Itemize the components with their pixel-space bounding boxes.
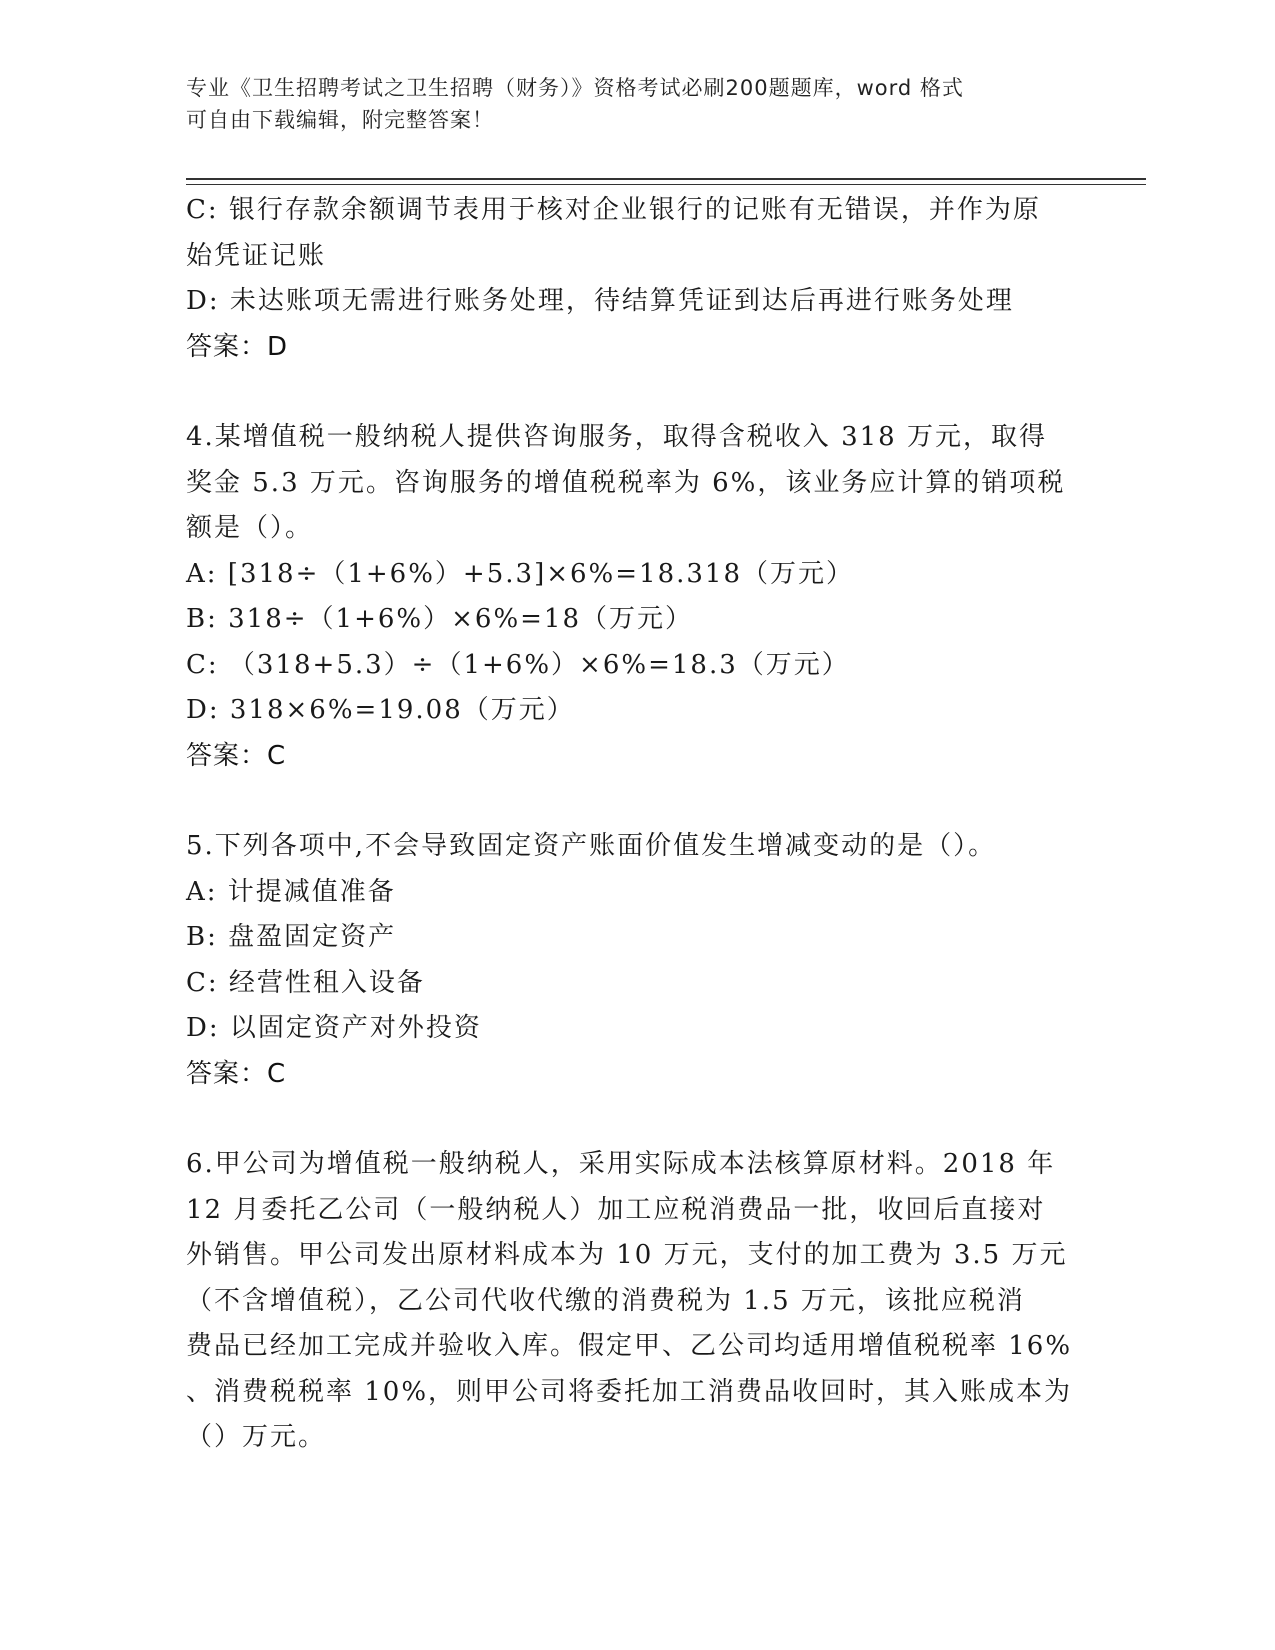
question-4 [186, 415, 1086, 779]
question-stem-line: 费品已经加工完成并验收入库。假定甲、乙公司均适用增值税税率 16% [186, 1331, 1073, 1361]
option-a: A: [318÷（1+6%）+5.3]×6%=18.318（万元） [186, 558, 854, 589]
question-stem-line: （不含增值税），乙公司代收代缴的消费税为 1.5 万元，该批应税消 [186, 1285, 1025, 1316]
option-d: D: 以固定资产对外投资 [186, 1013, 482, 1043]
prev-question-options [186, 188, 1086, 325]
question-stem-line: 4.某增值税一般纳税人提供咨询服务，取得含税收入 318 万元，取得 [186, 422, 1047, 452]
header-line-2: 可自由下载编辑，附完整答案！ [186, 108, 494, 132]
option-b: B: 318÷（1+6%）×6%=18（万元） [186, 604, 694, 634]
question-5 [186, 824, 1086, 1097]
option-b: B: 盘盈固定资产 [186, 922, 397, 952]
question-stem-line: 、消费税税率 10%，则甲公司将委托加工消费品收回时，其入账成本为 [186, 1376, 1073, 1407]
question-stem-line: 12 月委托乙公司（一般纳税人）加工应税消费品一批，收回后直接对 [186, 1194, 1046, 1225]
question-stem-line: 奖金 5.3 万元。咨询服务的增值税税率为 6%，该业务应计算的销项税 [186, 467, 1066, 498]
option-line: D: 未达账项无需进行账务处理，待结算凭证到达后再进行账务处理 [186, 286, 1014, 316]
header-rule-thick [186, 178, 1146, 180]
spacer [186, 779, 1086, 824]
option-d: D: 318×6%=19.08（万元） [186, 695, 575, 725]
header-line-1: 专业《卫生招聘考试之卫生招聘（财务）》资格考试必刷200题题库，word 格式 [186, 76, 964, 100]
question-stem-line: 6.甲公司为增值税一般纳税人，采用实际成本法核算原材料。2018 年 [186, 1149, 1056, 1179]
option-line: 始凭证记账 [186, 240, 327, 271]
answer-line: 答案：C [186, 740, 287, 771]
option-c: C: 经营性租入设备 [186, 967, 425, 998]
spacer [186, 370, 1086, 415]
question-content [186, 188, 1086, 1461]
question-6 [186, 1142, 1086, 1461]
answer-line: 答案：D [186, 331, 289, 362]
option-c: C: （318+5.3）÷（1+6%）×6%=18.3（万元） [186, 649, 850, 680]
question-stem-line: （）万元。 [186, 1422, 327, 1452]
question-stem-line: 5.下列各项中,不会导致固定资产账面价值发生增减变动的是（）。 [186, 831, 997, 861]
header-rule-thin [186, 184, 1146, 185]
option-line: C: 银行存款余额调节表用于核对企业银行的记账有无错误，并作为原 [186, 195, 1041, 225]
document-header [186, 72, 1086, 136]
question-stem-line: 外销售。甲公司发出原材料成本为 10 万元，支付的加工费为 3.5 万元 [186, 1240, 1068, 1270]
question-stem-line: 额是（）。 [186, 513, 314, 543]
option-a: A: 计提减值准备 [186, 876, 396, 907]
spacer [186, 1097, 1086, 1142]
answer-line: 答案：C [186, 1058, 287, 1089]
